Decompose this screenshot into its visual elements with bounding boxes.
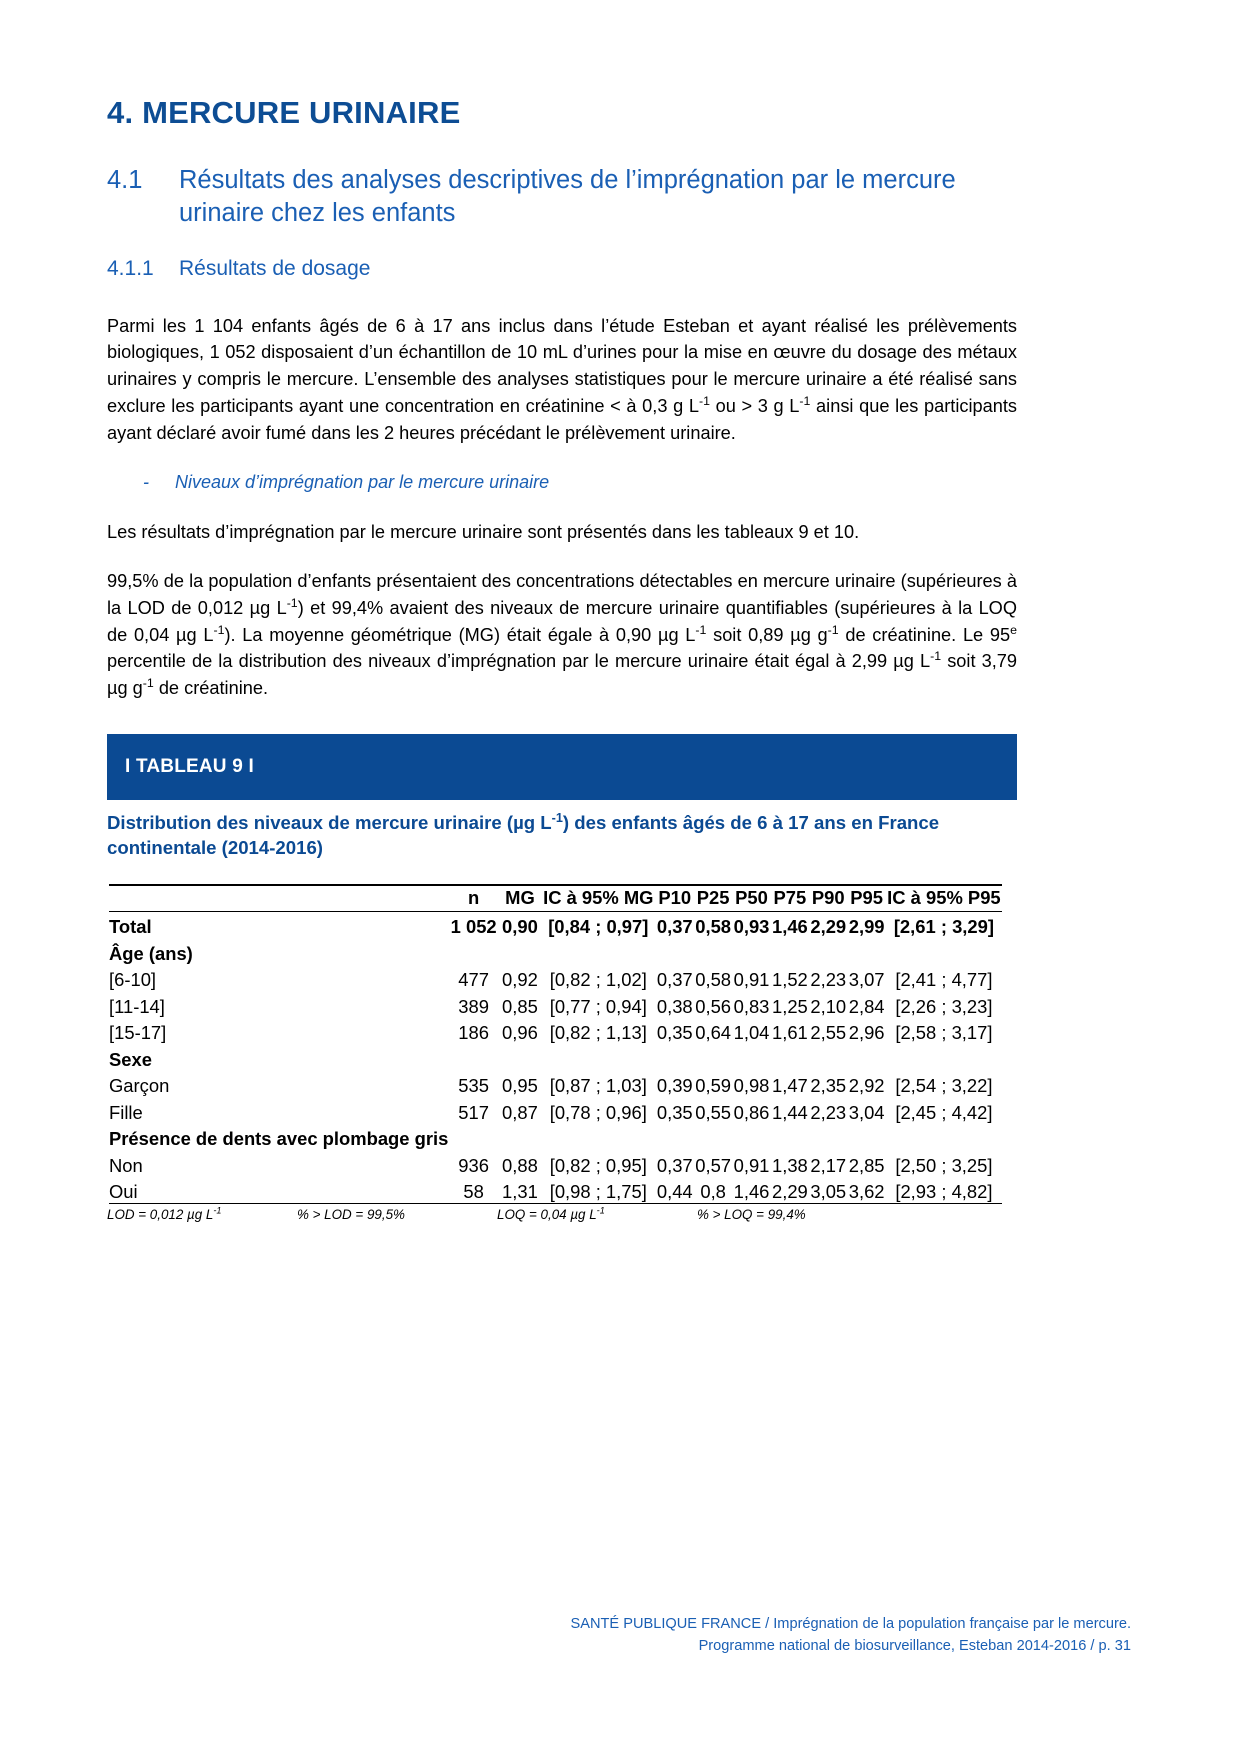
table-caption-sup: -1 [551,810,563,825]
paragraph-intro-part3: ainsi que les participants ayant déclaré avoir fumé dans les 2 heures précédant le prélèvement urinaire. [107,395,1017,443]
footnote-pct-loq: % > LOQ = 99,4% [697,1206,806,1222]
cell-n [448,1124,499,1151]
footnote-lod [107,1207,297,1222]
cell-ic-mg [541,938,656,965]
cell-ic-mg [541,1124,656,1151]
paragraph-results-part8: de créatinine. [153,678,269,699]
cell-p75: 1,46 [771,916,808,938]
col-header-p90: P90 [809,885,847,912]
cell-p10 [656,938,694,965]
cell-ic-p95: [2,26 ; 3,23] [895,995,993,1017]
cell-n: 389 [458,995,489,1017]
cell-p50: 0,91 [733,969,770,991]
cell-mg: 0,85 [502,995,538,1017]
cell-ic-p95: [2,54 ; 3,22] [895,1075,993,1097]
paragraph-results-part6: percentile de la distribution des niveaux d’imprégnation par le mercure urinaire était égal à 2,99 µg L [107,651,931,672]
footer-line-organisation: SANTÉ PUBLIQUE FRANCE / Imprégnation de la population française par le mercure. [570,1616,1131,1633]
cell-p75 [771,1124,809,1151]
cell-p90: 2,29 [810,916,847,938]
cell-p50: 0,93 [733,916,770,938]
footnote-loq-text: LOQ = 0,04 µg L [497,1206,597,1222]
subsection-number: 4.1.1 [107,257,154,281]
cell-p10: 0,38 [656,995,693,1017]
cell-ic-mg: [0,82 ; 0,95] [549,1154,647,1176]
cell-p25: 0,59 [695,1075,732,1097]
cell-p95: 2,92 [848,1075,885,1097]
cell-ic-p95 [886,938,1002,965]
paragraph-intro [107,313,1017,447]
cell-p10 [656,1124,694,1151]
cell-mg: 1,31 [499,1177,541,1204]
table-row [109,965,1002,992]
cell-mg: 0,88 [502,1154,538,1176]
table-footnote [107,1207,1000,1222]
cell-p50: 0,98 [733,1075,770,1097]
cell-p75: 2,29 [771,1177,809,1204]
cell-p10: 0,37 [656,969,693,991]
table-row [109,1018,1002,1045]
cell-ic-mg: [0,84 ; 0,97] [548,916,649,938]
cell-p90: 3,05 [809,1177,847,1204]
table-body [109,912,1002,1204]
cell-p95 [847,1124,885,1151]
table-row [109,1177,1002,1204]
footnote-loq-sup: -1 [596,1205,605,1216]
paragraph-results-part4: soit 0,89 µg g [706,624,828,645]
cell-ic-p95 [886,1124,1002,1151]
table-row [109,912,1002,939]
cell-mg: 0,87 [502,1101,538,1123]
cell-p90: 2,35 [810,1075,847,1097]
paragraph-results-sup4: -1 [827,622,839,637]
cell-ic-mg [541,1044,656,1071]
paragraph-results-sup5: e [1010,622,1017,637]
cell-p50: 1,04 [733,1022,770,1044]
cell-p10: 0,37 [656,1154,693,1176]
paragraph-results-part5: de créatinine. Le 95 [838,624,1011,645]
cell-p25 [694,938,732,965]
table-header-row [109,885,1002,912]
cell-ic-mg: [0,98 ; 1,75] [541,1177,656,1204]
cell-ic-mg: [0,78 ; 0,96] [549,1101,647,1123]
col-header-p75: P75 [771,885,809,912]
paragraph-results-sup7: -1 [142,676,154,691]
col-header-p95: P95 [847,885,885,912]
cell-ic-p95: [2,45 ; 4,42] [895,1101,993,1123]
cell-p95: 2,99 [848,916,885,938]
paragraph-intro-sup2: -1 [799,393,811,408]
paragraph-results-sup2: -1 [213,622,225,637]
cell-p25 [694,1124,732,1151]
cell-p50 [732,938,770,965]
cell-p90: 2,17 [810,1154,847,1176]
col-header-mg: MG [499,885,541,912]
cell-p90 [809,1124,847,1151]
cell-label: [15-17] [109,1022,167,1044]
paragraph-results-part3: ). La moyenne géométrique (MG) était égale à 0,90 µg L [224,624,696,645]
cell-p50: 0,86 [733,1101,770,1123]
cell-n: 186 [458,1022,489,1044]
cell-mg [499,938,541,965]
cell-ic-mg: [0,77 ; 0,94] [549,995,647,1017]
cell-n [448,1044,499,1071]
cell-p25: 0,8 [694,1177,732,1204]
table-row [109,991,1002,1018]
page-title: 4. MERCURE URINAIRE [107,95,461,130]
col-header-label [109,885,448,912]
cell-p90: 2,23 [810,1101,847,1123]
cell-p75: 1,47 [771,1075,808,1097]
cell-p25: 0,57 [695,1154,732,1176]
cell-label: Fille [109,1101,143,1123]
cell-p50: 0,91 [733,1154,770,1176]
footnote-pct-lod: % > LOD = 99,5% [297,1206,405,1222]
cell-p95 [847,1044,885,1071]
cell-n: 517 [458,1101,489,1123]
table-row [109,1124,1002,1151]
cell-mg: 0,92 [502,969,538,991]
cell-p25: 0,64 [695,1022,732,1044]
cell-p25: 0,55 [695,1101,732,1123]
cell-p10 [656,1044,694,1071]
footer-line-programme: Programme national de biosurveillance, Esteban 2014-2016 / p. 31 [698,1638,1131,1655]
cell-label: Sexe [109,1048,152,1070]
cell-p10: 0,44 [656,1177,694,1204]
cell-p75: 1,25 [771,995,808,1017]
cell-label: Âge (ans) [109,942,193,964]
cell-label: [11-14] [109,995,165,1017]
cell-n: 477 [458,969,489,991]
cell-p75 [771,938,809,965]
col-header-p10: P10 [656,885,694,912]
table-caption [107,810,1017,860]
cell-mg [499,1124,541,1151]
cell-n: 1 052 [450,916,497,938]
cell-p95: 3,07 [848,969,885,991]
cell-p50 [732,1044,770,1071]
cell-ic-p95: [2,41 ; 4,77] [895,969,993,991]
cell-p10: 0,39 [656,1075,693,1097]
cell-ic-p95: [2,50 ; 3,25] [895,1154,993,1176]
col-header-ic-mg: IC à 95% MG [541,885,656,912]
cell-p90 [809,1044,847,1071]
section-title: Résultats des analyses descriptives de l’imprégnation par le mercure urinaire chez les enfants [179,166,956,227]
cell-p75: 1,61 [771,1022,808,1044]
table-caption-part1: Distribution des niveaux de mercure urinaire (µg L [107,811,552,833]
cell-label: Total [109,916,152,938]
table-banner-label: I TABLEAU 9 I [125,755,254,777]
cell-n [448,938,499,965]
cell-p25: 0,58 [695,916,732,938]
paragraph-results-part1: 99,5% de la population d’enfants présentaient des concentrations détectables en mercure urinaire (supérieures à la LOD de 0,012 µg L [107,571,1017,618]
cell-mg [499,1044,541,1071]
cell-label: [6-10] [109,969,157,991]
paragraph-results-part2: ) et 99,4% avaient des niveaux de mercure urinaire quantifiables (supérieures à la LOQ de 0,04 µg L [107,597,1017,645]
page-content [107,96,1017,1222]
cell-p90: 2,10 [810,995,847,1017]
footnote-lod-text: LOD = 0,012 µg L [107,1206,214,1222]
cell-p75: 1,44 [771,1101,808,1123]
cell-p95: 3,04 [848,1101,885,1123]
cell-label: Présence de dents avec plombage gris [109,1128,449,1150]
table-banner [107,734,1017,800]
cell-p10: 0,35 [656,1101,693,1123]
col-header-p50: P50 [732,885,770,912]
cell-ic-p95: [2,93 ; 4,82] [886,1177,1002,1204]
cell-ic-p95: [2,58 ; 3,17] [895,1022,993,1044]
page-footer [571,1614,1131,1658]
cell-p95 [847,938,885,965]
paragraph-results-sup3: -1 [695,622,707,637]
table-row [109,938,1002,965]
subsection-title: Résultats de dosage [179,257,371,281]
cell-ic-p95: [2,61 ; 3,29] [893,916,994,938]
cell-mg: 0,90 [502,916,538,938]
cell-p75: 1,38 [771,1154,808,1176]
cell-label: Non [109,1154,143,1176]
cell-p10: 0,37 [656,916,693,938]
cell-p10: 0,35 [656,1022,693,1044]
cell-ic-mg: [0,87 ; 1,03] [549,1075,647,1097]
cell-p90 [809,938,847,965]
cell-p25 [694,1044,732,1071]
table-head [109,885,1002,912]
paragraph-intro-sup1: -1 [698,393,710,408]
table-row [109,1150,1002,1177]
cell-ic-p95 [886,1044,1002,1071]
bullet-item-label: Niveaux d’imprégnation par le mercure urinaire [175,472,550,493]
cell-p50 [732,1124,770,1151]
cell-p25: 0,56 [695,995,732,1017]
cell-label: Garçon [109,1075,170,1097]
cell-p75 [771,1044,809,1071]
section-number: 4.1 [107,166,143,195]
cell-p95: 2,84 [848,995,885,1017]
cell-n: 58 [448,1177,499,1204]
cell-n: 936 [458,1154,489,1176]
cell-p90: 2,23 [810,969,847,991]
subsection-heading [107,255,1017,282]
paragraph-intro-part1: Parmi les 1 104 enfants âgés de 6 à 17 ans inclus dans l’étude Esteban et ayant réalisé les prélèvements biologiques, 1 052 disposaient d’un échantillon de 10 mL d’urines pour la mise en œuvre du dosage des métaux urinaires y compris le mercure. L’ensemble des analyses statistiques pour le mercure urinaire a été réalisé sans exclure les participants ayant une concentration en créatinine < à 0,3 g L [107,315,1017,416]
footnote-lod-sup: -1 [213,1205,222,1216]
cell-p50: 0,83 [733,995,770,1017]
cell-mg: 0,95 [502,1075,538,1097]
cell-ic-mg: [0,82 ; 1,02] [549,969,647,991]
paragraph-results-sup6: -1 [930,649,942,664]
paragraph-results [107,568,1017,702]
cell-p50: 1,46 [732,1177,770,1204]
footnote-loq [497,1207,697,1222]
cell-p95: 2,85 [848,1154,885,1176]
cell-p90: 2,55 [810,1022,847,1044]
section-heading [107,164,1017,229]
cell-ic-mg: [0,82 ; 1,13] [549,1022,647,1044]
cell-label: Oui [109,1177,448,1204]
paragraph-results-sup1: -1 [286,595,298,610]
table-row [109,1097,1002,1124]
col-header-ic-p95: IC à 95% P95 [886,885,1002,912]
cell-p95: 3,62 [847,1177,885,1204]
cell-p75: 1,52 [771,969,808,991]
paragraph-intro-part2: ou > 3 g L [709,395,800,416]
bullet-dash-marker: - [143,472,149,493]
col-header-p25: P25 [694,885,732,912]
mercury-distribution-table [109,884,1002,1204]
table-row [109,1071,1002,1098]
table-caption-part2: ) des enfants âgés de 6 à 17 ans en France continentale (2014-2016) [107,811,940,858]
cell-mg: 0,96 [502,1022,538,1044]
cell-p25: 0,58 [695,969,732,991]
table-row [109,1044,1002,1071]
col-header-n: n [448,885,499,912]
cell-p95: 2,96 [848,1022,885,1044]
bullet-item-levels [107,472,1017,493]
paragraph-tables-ref: Les résultats d’imprégnation par le mercure urinaire sont présentés dans les tableaux 9 et 10. [107,522,860,543]
paragraph-results-part7: soit 3,79 µg g [107,651,1017,699]
cell-n: 535 [458,1075,489,1097]
